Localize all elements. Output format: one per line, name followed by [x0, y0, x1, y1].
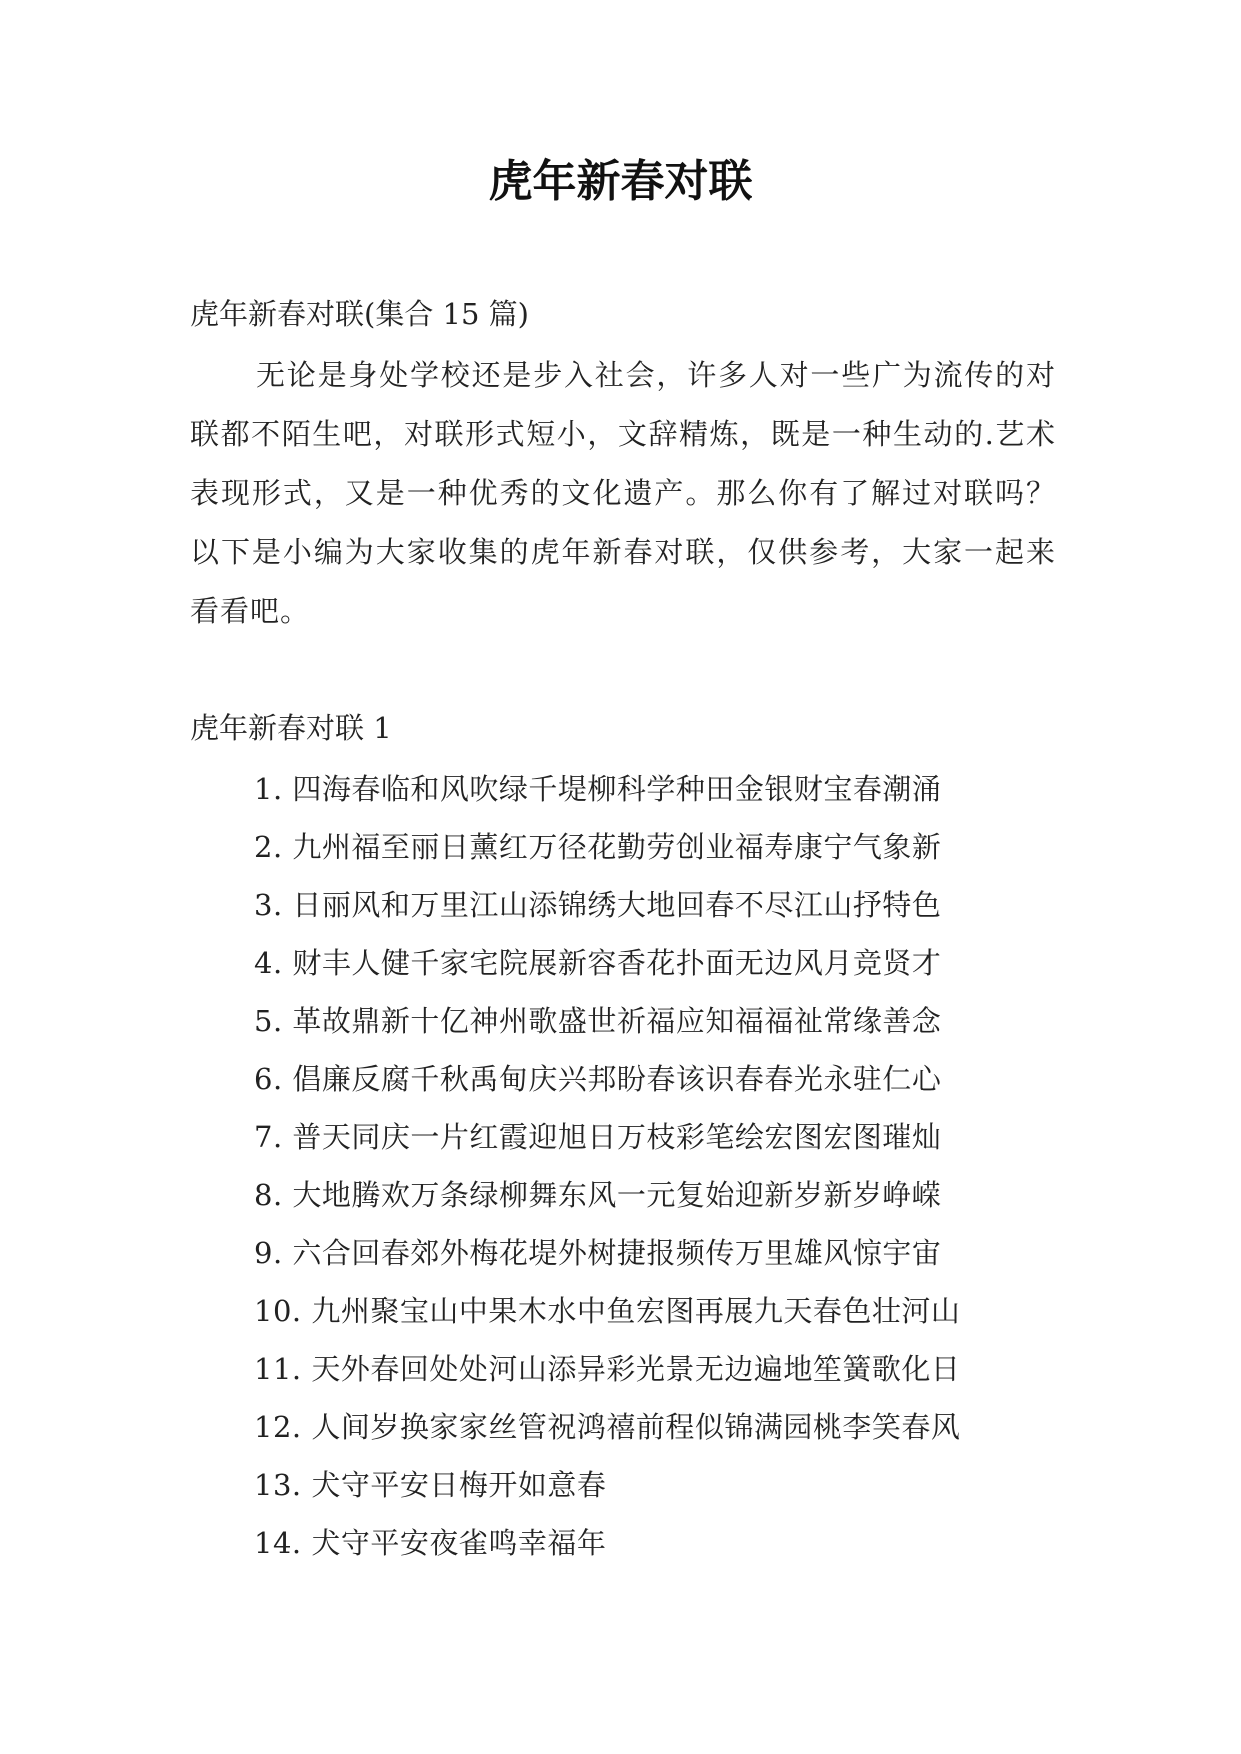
couplet-item: 8. 大地腾欢万条绿柳舞东风一元复始迎新岁新岁峥嵘 [254, 1178, 942, 1212]
couplet-item: 4. 财丰人健千家宅院展新容香花扑面无边风月竞贤才 [254, 946, 942, 980]
section-heading: 虎年新春对联 1 [190, 711, 392, 745]
couplet-item: 3. 日丽风和万里江山添锦绣大地回春不尽江山抒特色 [254, 888, 942, 922]
couplet-item: 11. 天外春回处处河山添异彩光景无边遍地笙簧歌化日 [254, 1352, 961, 1386]
document-title: 虎年新春对联 [488, 156, 753, 207]
couplet-list [254, 760, 1064, 1572]
couplet-item: 1. 四海春临和风吹绿千堤柳科学种田金银财宝春潮涌 [254, 772, 942, 806]
couplet-item: 7. 普天同庆一片红霞迎旭日万枝彩笔绘宏图宏图璀灿 [254, 1120, 942, 1154]
couplet-item: 9. 六合回春郊外梅花堤外树捷报频传万里雄风惊宇宙 [254, 1236, 942, 1270]
couplet-item: 12. 人间岁换家家丝管祝鸿禧前程似锦满园桃李笑春风 [254, 1410, 961, 1444]
couplet-item: 2. 九州福至丽日薰红万径花勤劳创业福寿康宁气象新 [254, 830, 942, 864]
couplet-item: 10. 九州聚宝山中果木水中鱼宏图再展九天春色壮河山 [254, 1294, 961, 1328]
couplet-item: 5. 革故鼎新十亿神州歌盛世祈福应知福福祉常缘善念 [254, 1004, 942, 1038]
document-subtitle: 虎年新春对联(集合 15 篇) [190, 297, 529, 331]
intro-paragraph: 无论是身处学校还是步入社会，许多人对一些广为流传的对联都不陌生吧，对联形式短小，文辞精炼，既是一种生动的.艺术表现形式，又是一种优秀的文化遗产。那么你有了解过对联吗？以下是小编为大家收集的虎年新春对联，仅供参考，大家一起来看看吧。 [190, 358, 1056, 628]
couplet-item: 6. 倡廉反腐千秋禹甸庆兴邦盼春该识春春光永驻仁心 [254, 1062, 942, 1096]
couplet-item: 13. 犬守平安日梅开如意春 [254, 1468, 607, 1502]
couplet-item: 14. 犬守平安夜雀鸣幸福年 [254, 1526, 607, 1560]
